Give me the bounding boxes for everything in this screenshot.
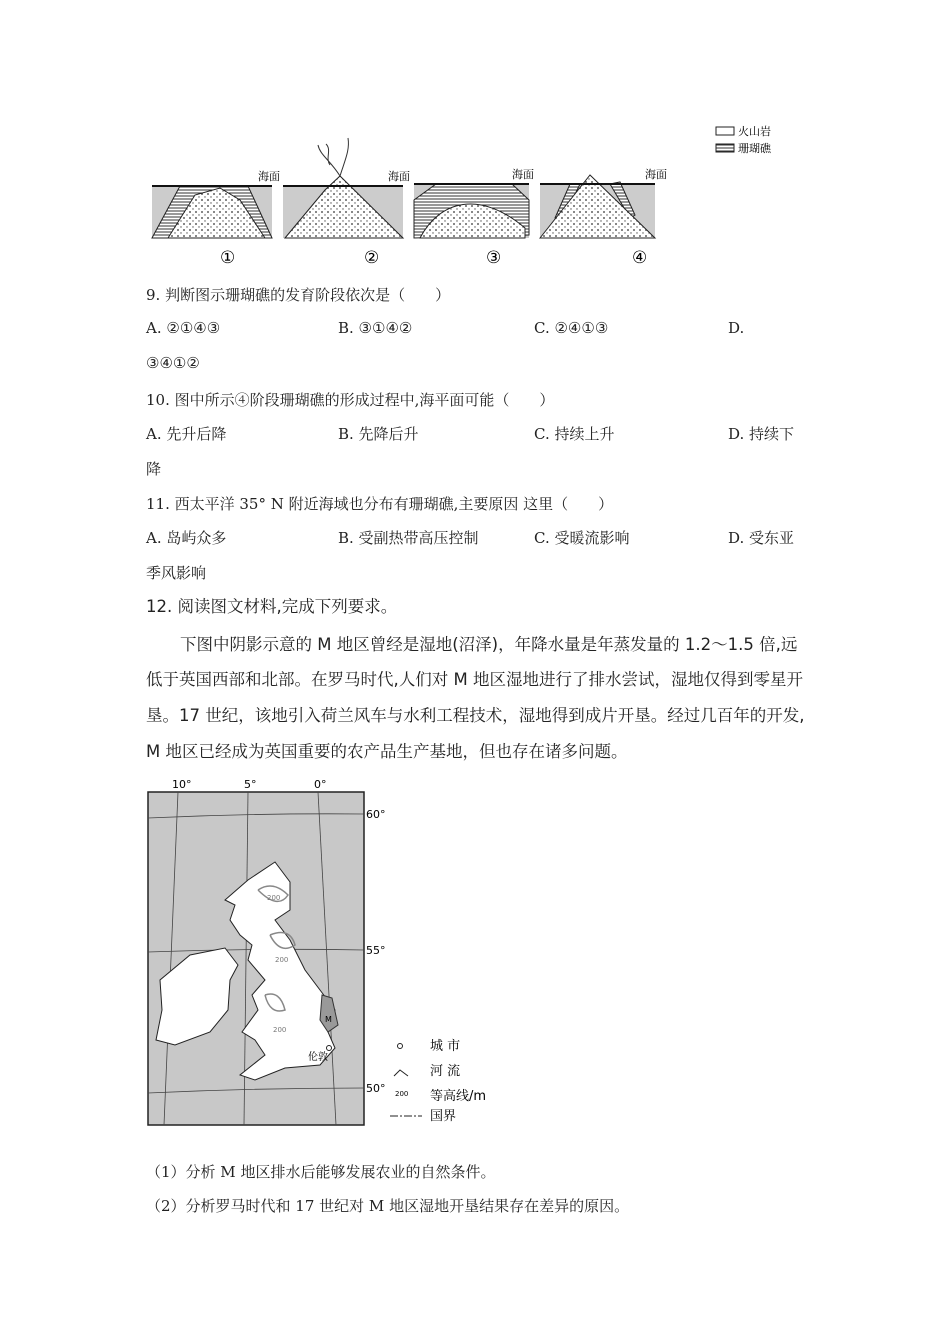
contour-label: 200: [275, 956, 289, 964]
q9-option-a: A. ②①④③: [146, 319, 221, 337]
panel-2: [283, 138, 410, 268]
sea-label: 海面: [645, 168, 667, 181]
london-label: 伦敦: [308, 1052, 328, 1063]
panel-4: [540, 167, 667, 268]
sea-label: 海面: [512, 168, 534, 181]
q11-option-d-wrap: 季风影响: [146, 564, 207, 582]
panel-label: ④: [632, 248, 648, 268]
question-10-stem: 10. 图中所示④阶段珊瑚礁的形成过程中,海平面可能（ ）: [146, 391, 555, 409]
sea-label: 海面: [258, 170, 280, 183]
coral-reef-figure: [140, 120, 790, 270]
svg-text:珊瑚礁: 珊瑚礁: [738, 142, 771, 155]
q11-option-b: B. 受副热带高压控制: [338, 529, 479, 547]
panel-1: [152, 169, 280, 268]
q10-option-c: C. 持续上升: [534, 425, 615, 443]
lat-label: 55°: [366, 944, 386, 957]
svg-text:火山岩: 火山岩: [738, 125, 771, 138]
panel-label: ②: [364, 248, 380, 268]
lat-label: 50°: [366, 1082, 386, 1095]
subquestion-2: （2）分析罗马时代和 17 世纪对 M 地区湿地开垦结果存在差异的原因。: [146, 1197, 630, 1215]
britain-map: [140, 770, 510, 1130]
svg-text:城 市: 城 市: [430, 1039, 461, 1054]
question-9-stem: 9. 判断图示珊瑚礁的发育阶段依次是（ ）: [146, 286, 451, 304]
q10-option-b: B. 先降后升: [338, 425, 419, 443]
q10-option-d-wrap: 降: [146, 460, 162, 478]
contour-label: 200: [273, 1026, 287, 1034]
q9-option-d-text: ③④①②: [146, 354, 200, 372]
question-11-stem: 11. 西太平洋 35° N 附近海域也分布有珊瑚礁,主要原因 这里（ ）: [146, 495, 614, 513]
question-12-stem: 12. 阅读图文材料,完成下列要求。: [146, 597, 398, 616]
london-city-marker: [327, 1046, 332, 1051]
svg-text:200: 200: [395, 1090, 409, 1098]
q9-option-d: D.: [728, 319, 745, 337]
panel-label: ①: [220, 248, 236, 268]
contour-label: 200: [267, 894, 281, 902]
sea-label: 海面: [388, 170, 410, 183]
q10-option-d: D. 持续下: [728, 425, 795, 443]
material-line: 垦。17 世纪，该地引入荷兰风车与水利工程技术，湿地得到成片开垦。经过几百年的开发,: [146, 706, 805, 725]
figure-legend: [716, 124, 772, 155]
lat-label: 60°: [366, 808, 386, 821]
svg-text:国界: 国界: [430, 1109, 457, 1124]
material-line: 下图中阴影示意的 M 地区曾经是湿地(沼泽)，年降水量是年蒸发量的 1.2～1.5 倍,远: [180, 635, 798, 654]
material-line: M 地区已经成为英国重要的农产品生产基地，但也存在诸多问题。: [146, 742, 628, 761]
q11-option-d: D. 受东亚: [728, 529, 795, 547]
subquestion-1: （1）分析 M 地区排水后能够发展农业的自然条件。: [146, 1163, 496, 1181]
q11-option-a: A. 岛屿众多: [146, 529, 227, 547]
svg-text:河 流: 河 流: [430, 1064, 461, 1079]
material-line: 低于英国西部和北部。在罗马时代,人们对 M 地区湿地进行了排水尝试，湿地仅得到零星开: [146, 670, 803, 689]
q9-option-c: C. ②④①③: [534, 319, 609, 337]
map-legend: [390, 1039, 486, 1124]
q10-option-a: A. 先升后降: [146, 425, 227, 443]
q11-option-c: C. 受暖流影响: [534, 529, 630, 547]
m-label: M: [325, 1015, 332, 1024]
svg-text:等高线/m: 等高线/m: [430, 1089, 487, 1104]
lon-label: 10°: [172, 778, 192, 791]
lon-label: 0°: [314, 778, 327, 791]
panel-label: ③: [486, 248, 502, 268]
q9-option-b: B. ③①④②: [338, 319, 413, 337]
lon-label: 5°: [244, 778, 257, 791]
panel-3: [414, 167, 534, 268]
